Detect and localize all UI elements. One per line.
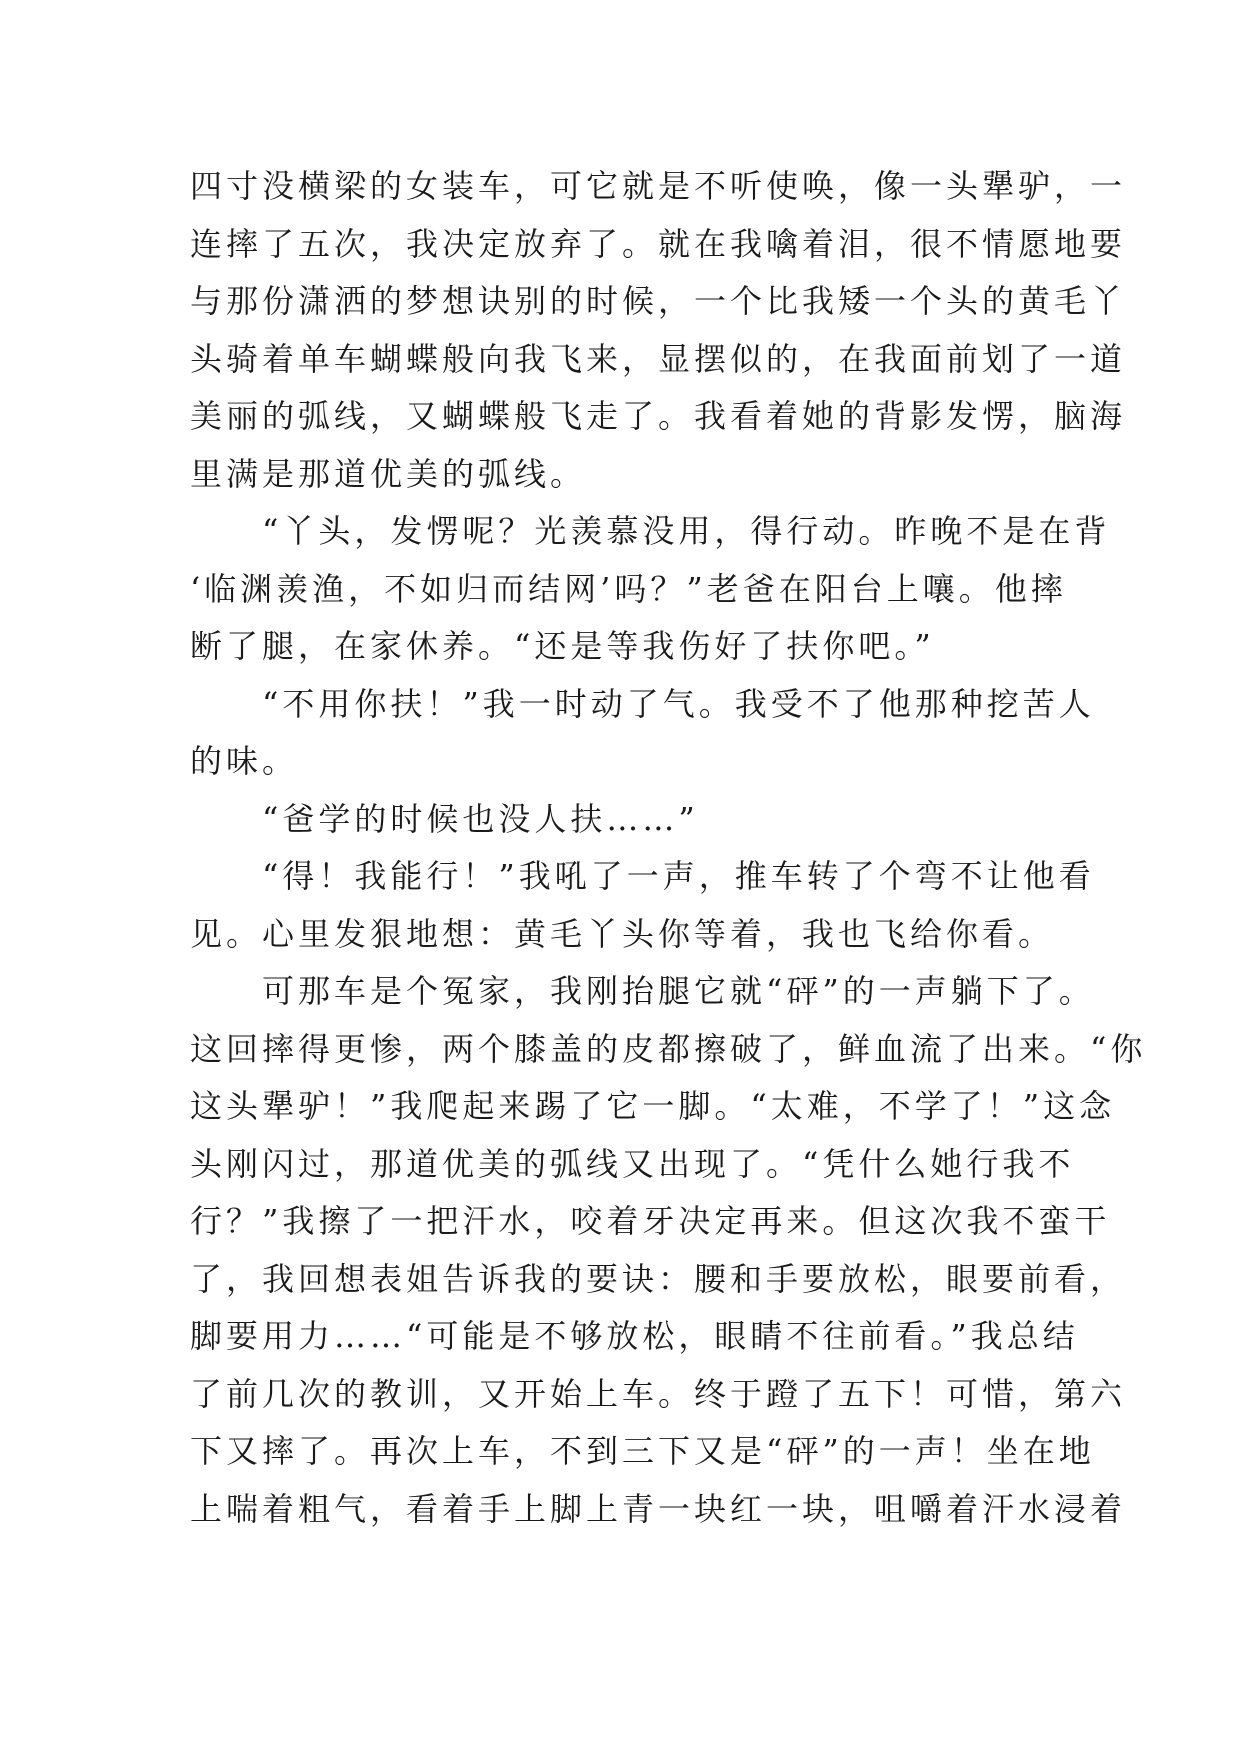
text-line: 下又摔了。再次上车，不到三下又是“砰”的一声！坐在地 (190, 1432, 1095, 1470)
text-line: 这回摔得更惨，两个膝盖的皮都擦破了，鲜血流了出来。“你 (190, 1029, 1147, 1068)
text-line: 行？”我擦了一把汗水，咬着牙决定再来。但这次我不蛮干 (190, 1202, 1111, 1240)
text-line: 上喘着粗气，看着手上脚上青一块红一块，咀嚼着汗水浸着 (190, 1489, 1127, 1528)
text-line: 连摔了五次，我决定放弃了。就在我噙着泪，很不情愿地要 (190, 224, 1127, 263)
text-line: 四寸没横梁的女装车，可它就是不听使唤，像一头犟驴，一 (190, 167, 1127, 205)
text-line: 见。心里发狠地想：黄毛丫头你等着，我也飞给你看。 (190, 914, 1055, 953)
text-line: 的味。 (190, 742, 299, 780)
text-line: ‘临渊羡渔，不如归而结网’吗？”老爸在阳台上嚷。他摔 (190, 569, 1067, 608)
text-line: 头骑着单车蝴蝶般向我飞来，显摆似的，在我面前划了一道 (190, 339, 1127, 378)
article-body (190, 158, 1147, 1538)
text-line: 了，我回想表姐告诉我的要诀：腰和手要放松，眼要前看， (190, 1259, 1127, 1298)
text-line: 与那份潇洒的梦想诀别的时候，一个比我矮一个头的黄毛丫 (190, 282, 1127, 320)
text-line: 了前几次的教训，又开始上车。终于蹬了五下！可惜，第六 (190, 1374, 1127, 1413)
paragraph-start-line: “丫头，发愣呢？光羡慕没用，得行动。昨晚不是在背 (262, 512, 1111, 550)
text-line: 头刚闪过，那道优美的弧线又出现了。“凭什么她行我不 (190, 1144, 1075, 1183)
paragraph-start-line: “得！我能行！”我吼了一声，推车转了个弯不让他看 (262, 857, 1095, 895)
paragraph-start-line: “爸学的时候也没人扶……” (262, 799, 699, 838)
text-line: 里满是那道优美的弧线。 (190, 454, 587, 493)
text-line: 美丽的弧线，又蝴蝶般飞走了。我看着她的背影发愣，脑海 (190, 397, 1127, 435)
paragraph-start-line: 可那车是个冤家，我刚抬腿它就“砰”的一声躺下了。 (262, 972, 1095, 1010)
text-line: 断了腿，在家休养。“还是等我伤好了扶你吧。” (190, 627, 935, 665)
paragraph-start-line: “不用你扶！”我一时动了气。我受不了他那种挖苦人 (262, 684, 1095, 723)
text-line: 脚要用力……“可能是不够放松，眼睛不往前看。”我总结 (190, 1317, 1079, 1355)
text-line: 这头犟驴！”我爬起来踢了它一脚。“太难，不学了！”这念 (190, 1087, 1116, 1125)
